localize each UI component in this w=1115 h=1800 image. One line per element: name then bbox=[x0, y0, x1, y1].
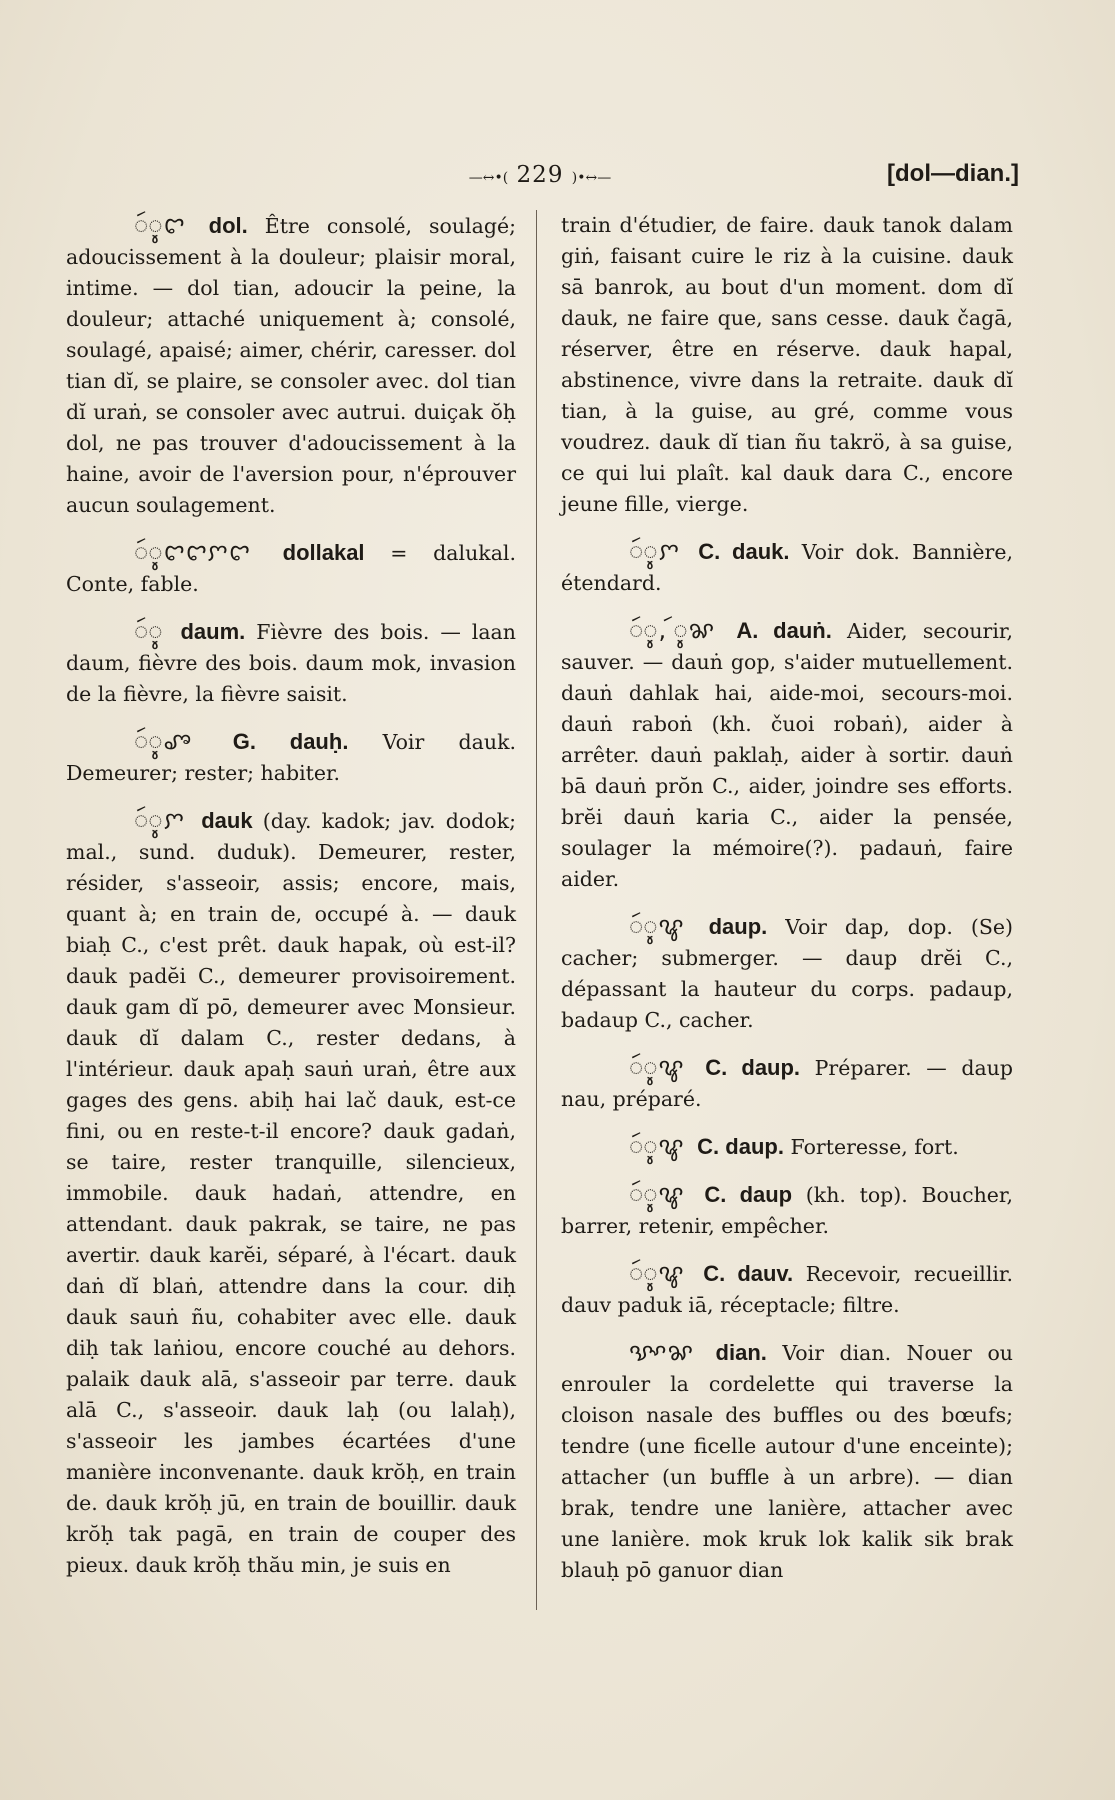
entry-headword: dollakal bbox=[282, 540, 365, 565]
page-number-value: 229 bbox=[516, 162, 564, 188]
cham-script-headword: ꩃꨶꨥ bbox=[629, 912, 685, 940]
dictionary-entry bbox=[561, 1131, 1013, 1163]
entry-definition: Voir dian. Nouer ou enrouler la cordelette qui traverse la cloison nasale des buffles ou des bœufs; tendre (une ficelle autour d'une enceinte); attacher (un buffle à un arbre). — dian brak, tendre une lanière, attacher avec une lanière. mok kruk lok kalik sik brak blauḥ pō ganuor dian bbox=[561, 1341, 1013, 1582]
entry-definition: Forteresse, fort. bbox=[790, 1135, 959, 1159]
dictionary-entry bbox=[561, 1052, 1013, 1115]
entry-headword: C. dauv. bbox=[703, 1261, 794, 1286]
dictionary-entry bbox=[66, 537, 516, 600]
entry-definition: Être consolé, soulagé; adoucissement à la douleur; plaisir moral, intime. — dol tian, adoucir la peine, la douleur; attaché uniquement à; consolé, soulagé, apaisé; aimer, chérir, caresser. dol tian dĭ, se plaire, se consoler avec. dol tian dĭ uraṅ, se consoler avec autrui. duiçak ŏḥ dol, ne pas trouver d'adoucissement à la haine, avoir de l'aversion pour, n'éprouver aucun soulagement. bbox=[66, 214, 516, 517]
entry-headword: dol. bbox=[208, 213, 248, 238]
entry-definition: Fièvre des bois. — laan daum, fièvre des bois. daum mok, invasion de la fièvre, la fièvre saisit. bbox=[66, 620, 516, 706]
entry-headword: dian. bbox=[715, 1340, 767, 1365]
cham-script-headword: ꩃꨶ, ꩃꨶꨗ bbox=[629, 616, 716, 644]
cham-script-headword: ꩃꨶꨥ bbox=[629, 1132, 685, 1160]
cham-script-headword: ꩃꨶꨤꨤꨆꨤ bbox=[134, 538, 251, 566]
running-head: [dol—dian.] bbox=[887, 160, 1019, 187]
cham-script-headword: ꨕꨳꨗ bbox=[629, 1338, 695, 1366]
dictionary-entry bbox=[561, 615, 1013, 895]
dictionary-entry bbox=[66, 805, 516, 1581]
entry-continuation bbox=[561, 210, 1013, 520]
entry-definition: Recevoir, recueillir. dauv paduk iā, réceptacle; filtre. bbox=[561, 1262, 1013, 1317]
entry-definition: Voir dauk. Demeurer; rester; habiter. bbox=[66, 730, 517, 785]
cham-script-headword: ꩃꨶ bbox=[134, 617, 164, 645]
entry-headword: C. daup bbox=[704, 1182, 793, 1207]
page-header bbox=[0, 160, 1115, 200]
entry-definition: Voir dap, dop. (Se) cacher; submerger. — daup drĕi C., dépassant la hauteur du corps. padaup, badaup C., cacher. bbox=[561, 915, 1013, 1032]
cham-script-headword: ꩃꨶꨥ bbox=[629, 1259, 685, 1287]
page-number bbox=[440, 162, 640, 188]
dictionary-entry bbox=[561, 536, 1013, 599]
entry-definition: Aider, secourir, sauver. — dauṅ gop, s'aider mutuellement. dauṅ dahlak hai, aide-moi, secours-moi. dauṅ raboṅ (kh. čuoi robaṅ), aider à arrêter. dauṅ paklaḥ, aider à sortir. dauṅ bā dauṅ prŏn C., aider, joindre ses efforts. brĕi dauṅ karia C., aider la pensée, soulager la mémoire(?). padauṅ, faire aider. bbox=[561, 619, 1013, 891]
entry-headword: dauk bbox=[201, 808, 253, 833]
entry-definition: Préparer. — daup nau, préparé. bbox=[561, 1056, 1013, 1111]
entry-definition: (kh. top). Boucher, barrer, retenir, empêcher. bbox=[561, 1183, 1013, 1238]
entry-headword: C. dauk. bbox=[698, 539, 790, 564]
left-column bbox=[66, 210, 516, 1597]
entry-definition: (day. kadok; jav. dodok; mal., sund. duduk). Demeurer, rester, résider, s'asseoir, assis; encore, mais, quant à; en train de, occupé à. — dauk biaḥ C., c'est prêt. dauk hapak, où est-il? dauk padĕi C., demeurer provisoirement. dauk gam dĭ pō, demeurer avec Monsieur. dauk dĭ dalam C., rester dedans, à l'intérieur. dauk apaḥ sauṅ uraṅ, être aux gages des gens. abiḥ hai lač dauk, est-ce fini, ou en reste-t-il encore? dauk gadaṅ, se taire, rester tranquille, silencieux, immobile. dauk hadaṅ, attendre, en attendant. dauk pakrak, se taire, ne pas avertir. dauk karĕi, séparé, à l'écart. dauk daṅ dĭ blaṅ, attendre dans la cour. diḥ dauk sauṅ ñu, cohabiter avec elle. dauk diḥ tak laṅiou, encore couché au dehors. palaik dauk alā, s'asseoir par terre. dauk alā C., s'asseoir. dauk laḥ (ou lalaḥ), s'asseoir les jambes écartées d'une manière inconvenante. dauk krŏḥ, en train de. dauk krŏḥ jū, en train de bouillir. dauk krŏḥ tak pagā, en train de couper des pieux. dauk krŏḥ thău min, je suis en bbox=[66, 809, 516, 1577]
dictionary-entry bbox=[561, 1179, 1013, 1242]
entry-definition: train d'étudier, de faire. dauk tanok dalam giṅ, faisant cuire le riz à la cuisine. dauk sā banrok, au bout d'un moment. dom dĭ dauk, ne faire que, sans cesse. dauk čagā, réserver, être en réserve. dauk hapal, abstinence, vivre dans la retraite. dauk dĭ tian, à la guise, au gré, comme vous voudrez. dauk dĭ tian ñu takrö, à sa guise, ce qui lui plaît. kal dauk dara C., encore jeune fille, vierge. bbox=[561, 213, 1013, 516]
entry-definition: = dalukal. Conte, fable. bbox=[66, 541, 516, 596]
ornament-right: )•↔— bbox=[571, 170, 612, 186]
entry-headword: A. dauṅ. bbox=[736, 618, 832, 643]
entry-headword: G. dauḥ. bbox=[232, 729, 349, 754]
entry-headword: C. daup. bbox=[705, 1055, 801, 1080]
cham-script-headword: ꩃꨶꨆ bbox=[629, 537, 681, 565]
cham-script-headword: ꩃꨶꨥ bbox=[629, 1180, 685, 1208]
dictionary-entry bbox=[66, 726, 516, 789]
ornament-left: —↔•( bbox=[468, 170, 509, 186]
entry-headword: daup. bbox=[708, 914, 768, 939]
dictionary-entry bbox=[561, 911, 1013, 1036]
column-divider bbox=[536, 210, 537, 1610]
cham-script-headword: ꩃꨶꨨ bbox=[134, 727, 193, 755]
dictionary-entry bbox=[66, 210, 516, 521]
entry-definition: Voir dok. Bannière, étendard. bbox=[561, 540, 1013, 595]
entry-headword: daum. bbox=[180, 619, 246, 644]
dictionary-entry bbox=[561, 1258, 1013, 1321]
entry-headword: C. daup. bbox=[697, 1134, 784, 1159]
dictionary-entry bbox=[561, 1337, 1013, 1586]
dictionary-entry bbox=[66, 616, 516, 710]
cham-script-headword: ꩃꨶꨤ bbox=[134, 211, 186, 239]
cham-script-headword: ꩃꨶꨆ bbox=[134, 806, 186, 834]
cham-script-headword: ꩃꨶꨥ bbox=[629, 1053, 685, 1081]
right-column bbox=[561, 210, 1013, 1602]
